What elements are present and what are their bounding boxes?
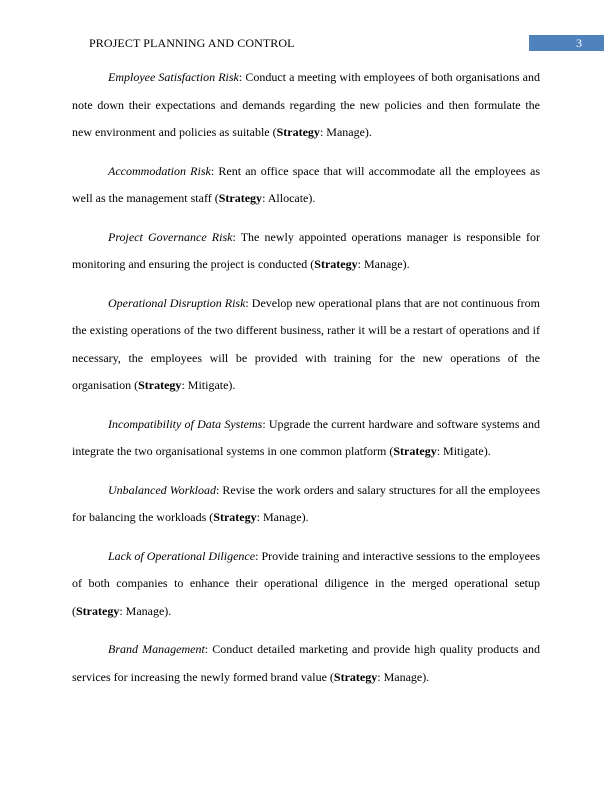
risk-description: : Upgrade the current hardware and software systems and integrate the two organisational systems in one common platform ( [72, 416, 540, 458]
risk-paragraph-project-governance [72, 224, 540, 279]
risk-title: Unbalanced Workload [108, 482, 216, 497]
risk-title: Accommodation Risk [108, 163, 211, 178]
risk-title: Project Governance Risk [108, 229, 233, 244]
risk-description: : Conduct detailed marketing and provide high quality products and services for increasing the newly formed brand value ( [72, 642, 540, 684]
risk-title: Incompatibility of Data Systems [108, 416, 263, 431]
strategy-label: Strategy [314, 257, 358, 271]
risk-description: : Rent an office space that will accommodate all the employees as well as the management staff ( [72, 163, 540, 205]
risk-paragraph-accommodation [72, 158, 540, 213]
risk-description: : Develop new operational plans that are not continuous from the existing operations of the two different business, rather it will be a restart of operations and if necessary, the employees will be provided with training for the new operations of the organisation ( [72, 295, 540, 392]
risk-paragraph-data-systems [72, 411, 540, 466]
page-number-badge [529, 35, 604, 51]
risk-description: : The newly appointed operations manager is responsible for monitoring and ensuring the project is conducted ( [72, 229, 540, 271]
risk-description: : Provide training and interactive sessions to the employees of both companies to enhance their operational diligence in the merged operational setup ( [72, 548, 540, 618]
strategy-label: Strategy [333, 669, 378, 684]
risk-paragraph-unbalanced-workload [72, 477, 540, 532]
document-body [72, 64, 540, 702]
risk-paragraph-operational-diligence [72, 543, 540, 626]
strategy-value: : Manage). [357, 257, 410, 271]
strategy-value: : Manage). [319, 125, 372, 139]
page-number: 3 [576, 36, 582, 50]
risk-title: Operational Disruption Risk [108, 295, 246, 310]
strategy-label: Strategy [393, 444, 437, 458]
strategy-label: Strategy [138, 378, 182, 392]
strategy-label: Strategy [218, 191, 263, 205]
strategy-label: Strategy [276, 125, 320, 139]
risk-paragraph-employee-satisfaction [72, 64, 540, 147]
risk-description: : Revise the work orders and salary structures for all the employees for balancing the workloads ( [72, 482, 540, 524]
risk-title: Employee Satisfaction Risk [108, 70, 239, 84]
risk-title: Lack of Operational Diligence [108, 548, 256, 563]
risk-paragraph-brand-management [72, 636, 540, 691]
strategy-value: : Allocate). [262, 191, 316, 205]
strategy-value: : Manage). [377, 669, 430, 684]
strategy-value: : Manage). [119, 603, 172, 618]
strategy-value: : Mitigate). [181, 378, 236, 392]
strategy-label: Strategy [213, 510, 257, 524]
risk-title: Brand Management [108, 642, 205, 656]
running-header-title: PROJECT PLANNING AND CONTROL [89, 36, 295, 50]
risk-paragraph-operational-disruption [72, 290, 540, 400]
strategy-value: : Manage). [256, 510, 309, 524]
risk-description: : Conduct a meeting with employees of both organisations and note down their expectations and demands regarding the new policies and then formulate the new environment and policies as suitable ( [72, 70, 540, 139]
strategy-value: : Mitigate). [436, 444, 491, 458]
strategy-label: Strategy [76, 603, 120, 618]
